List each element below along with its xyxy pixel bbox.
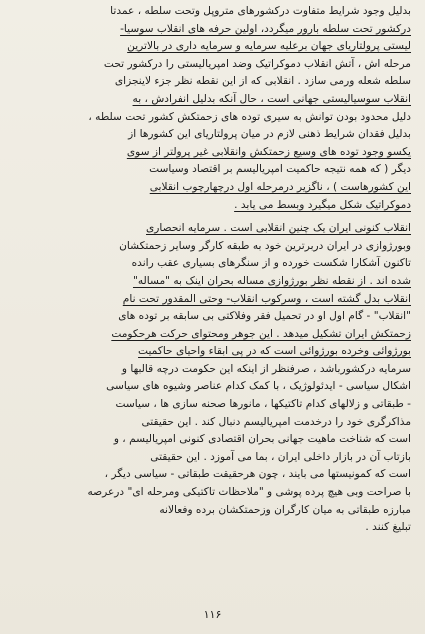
text-line: لیستی پرولتاریای جهان برعلیه سرمایه و سرمایه داری در بالاترین xyxy=(127,40,411,53)
text-line: انقلاب سوسیالیستی جهانی است ، حال آنکه بدلیل انفرادش ، به xyxy=(132,92,411,105)
text-line: مذاکرگری خود را درخدمت امپریالیسم دنبال کند . این حقیقتی xyxy=(141,415,411,428)
text-line: بدلیل وجود شرایط متفاوت درکشورهای متروپل وتحت سلطه ، عمدتا xyxy=(110,5,411,17)
text-line: بدلیل فقدان شرایط ذهنی لازم در میان پرولتاریای این کشورها از xyxy=(128,128,411,141)
text-line: دیگر ( که همه نتیجه حاکمیت امپریالیسم بر اقتصاد وسیاست xyxy=(149,163,411,176)
text-line: سلطه شعله ورمی سازد . انقلابی که از این نقطه نظر جزء لاینجزای xyxy=(114,75,411,88)
text-line: بازتاب آن در بازار داخلی ایران ، بما می آموزد . این حقیقتی xyxy=(150,450,411,463)
text-line: سرمایه درکشورباشد ، صرفنظر از اینکه این حکومت درچه قالبها و xyxy=(121,362,411,375)
text-line: تاکنون آشکارا شکست خورده و از سنگرهای بسیاری عقب رانده xyxy=(131,257,411,270)
body-text xyxy=(16,3,411,537)
text-line: اشکال سیاسی - ایدئولوژیک ، با کمک کدام عناصر وشیوه های سیاسی xyxy=(106,380,411,393)
text-line: درکشور تحت سلطه بارور میگردد، اولین حرفه های انقلاب سوسیا- xyxy=(120,22,411,35)
text-line: زحمتکش ایران تشکیل میدهد . این جوهر ومحتوای حرکت هرحکومت xyxy=(111,327,411,340)
text-line: - طبقاتی و زلالهای کدام تاکتیکها ، مانورها صحنه سازی ها ، سیاست xyxy=(115,398,411,411)
page-number: ۱۱۶ xyxy=(203,608,222,621)
text-line: وبورژوازی در ایران دربرترین خود به طبقه کارگر وسایر زحمتکشان xyxy=(119,239,411,252)
text-line: دلیل محدود بودن توانش به سیری توده های زحمتکش کشور تحت سلطه ، xyxy=(88,110,411,123)
text-line: با صراحت وبی هیچ پرده پوشی و "ملاحظات تاکتیکی ومرحله ای" درعرصه xyxy=(87,486,411,499)
text-line: است که کمونیستها می بایند ، چون هرحقیقت طبقاتی - سیاسی دیگر ، xyxy=(104,468,411,481)
text-line: است که شناخت ماهیت جهانی بحران اقتصادی کنونی امپریالیسم ، و xyxy=(113,433,411,446)
text-line: انقلاب بدل گشته است ، وسرکوب انقلاب- وحتی المقدور تحت نام xyxy=(122,292,411,305)
text-line: انقلاب کنونی ایران یک چنین انقلابی است . سرمایه انحصاری xyxy=(146,222,411,235)
text-line: مبارزه طبقاتی به میان کارگران وزحمتکشان برده وفعالانه xyxy=(159,503,411,516)
text-line: دموکراتیک شکل میگیرد وبسط می یابد . xyxy=(234,198,411,211)
text-line: یکسو وجود توده های وسیع زحمتکش وانقلابی غیر پرولتر از سوی xyxy=(126,145,411,158)
text-line: شده اند . از نقطه نظر بورژوازی مساله بحران اینک به "مساله" xyxy=(132,274,411,287)
text-line: "انقلاب" - گام اول او در تحمیل فقر وفلاکتی بی سابقه بر توده های xyxy=(118,310,411,323)
text-line: این کشورهاست ) ، ناگزیر درمرحله اول درچهارچوب انقلابی xyxy=(149,180,411,193)
text-line: بورژوائی وخرده بورژوائی است که در پی ابقاء واحیای حاکمیت xyxy=(138,345,411,358)
text-line: تبلیغ کنند . xyxy=(365,521,411,534)
text-line: مرحله اش ، آتش انقلاب دموکراتیک وضد امپریالیستی را درکشور تحت xyxy=(103,57,411,70)
